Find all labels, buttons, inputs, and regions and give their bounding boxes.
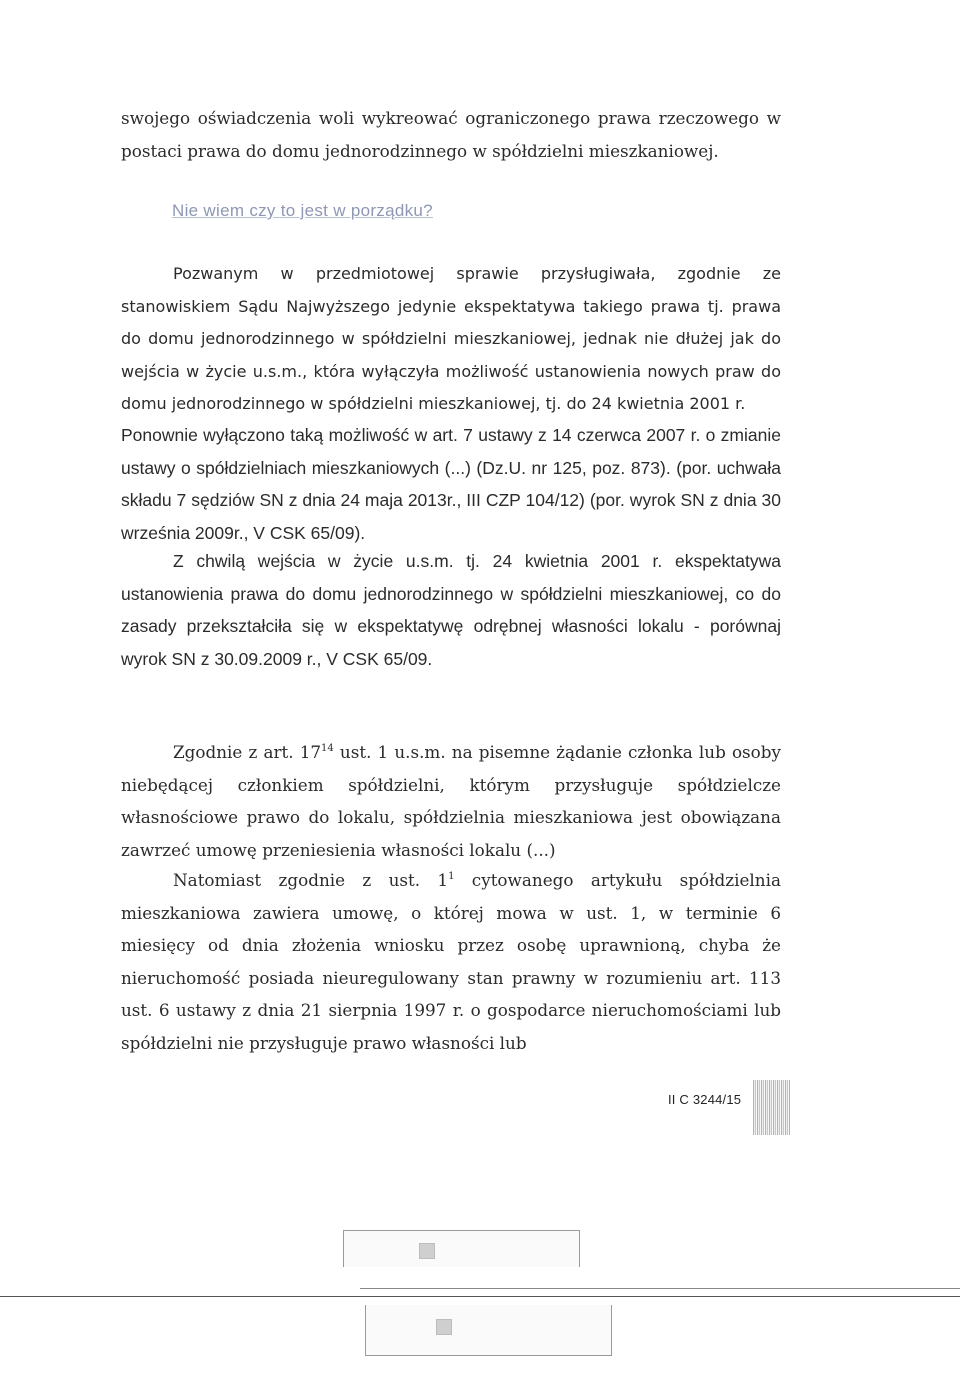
paragraph-legislation: Ponownie wyłączono taką możliwość w art. 7 ustawy z 14 czerwca 2007 r. o zmianie ustawy o spółdzielniach mieszkaniowych (...) (Dz.U. nr 125, poz. 873). (por. uchwała składu 7 sędziów SN z dnia 24 maja 2013r., III CZP 104/12) (por. wyrok SN z dnia 30 września 2009r., V CSK 65/09). — [121, 425, 781, 543]
article-text-start: Zgodnie z art. 17 — [173, 742, 322, 762]
article-superscript: 14 — [321, 743, 334, 754]
divider-line — [0, 1296, 960, 1297]
paragraph-1-superscript: 1 — [448, 871, 455, 882]
stamp-mark — [419, 1243, 435, 1259]
paragraph-paragraph-1 — [121, 864, 781, 1059]
paragraph-expectancy: Pozwanym w przedmiotowej sprawie przysługiwała, zgodnie ze stanowiskiem Sądu Najwyższego jedynie ekspektatywa takiego prawa tj. prawa do domu jednorodzinnego w spółdzielni mieszkaniowej, jednak nie dłużej jak do wejścia w życie u.s.m., która wyłączyła możliwość ustanowienia nowych praw do domu jednorodzinnego w spółdzielni mieszkaniowej, tj. do 24 kwietnia 2001 r. — [121, 264, 781, 413]
stamp-mark — [436, 1319, 452, 1335]
paragraph-continuation: swojego oświadczenia woli wykreować ograniczonego prawa rzeczowego w postaci prawa do domu jednorodzinnego w spółdzielni mieszkaniowej. — [121, 108, 781, 161]
paragraph-1-rest: cytowanego artykułu spółdzielnia mieszkaniowa zawiera umowę, o której mowa w ust. 1, w terminie 6 miesięcy od dnia złożenia wniosku przez osobę uprawnioną, chyba że nieruchomość posiada nieuregulowany stan prawny w rozumieniu art. 113 ust. 6 ustawy z dnia 21 sierpnia 1997 r. o gospodarce nieruchomościami lub spółdzielni nie przysługuje prawo własności lub — [121, 870, 781, 1053]
case-reference: II C 3244/15 — [668, 1092, 742, 1107]
paragraph-article-17 — [121, 736, 781, 866]
article-text-rest: ust. 1 u.s.m. na pisemne żądanie członka lub osoby niebędącej członkiem spółdzielni, którym przysługuje spółdzielcze własnościowe prawo do lokalu, spółdzielnia mieszkaniowa jest obowiązana zawrzeć umowę przeniesienia własności lokalu (...) — [121, 742, 781, 860]
barcode-stamp — [753, 1080, 790, 1135]
paragraph-conversion: Z chwilą wejścia w życie u.s.m. tj. 24 kwietnia 2001 r. ekspektatywa ustanowienia prawa do domu jednorodzinnego w spółdzielni mieszkaniowej, co do zasady przekształciła się w ekspektatywę odrębnej własności lokalu - porównaj wyrok SN z 30.09.2009 r., V CSK 65/09. — [121, 551, 781, 669]
paragraph-1-start: Natomiast zgodnie z ust. 1 — [173, 870, 449, 890]
handwritten-note: Nie wiem czy to jest w porządku? — [172, 201, 433, 220]
divider-line-thin — [360, 1288, 960, 1289]
scan-stamp-bottom — [365, 1305, 612, 1356]
scan-stamp-top — [343, 1230, 580, 1267]
